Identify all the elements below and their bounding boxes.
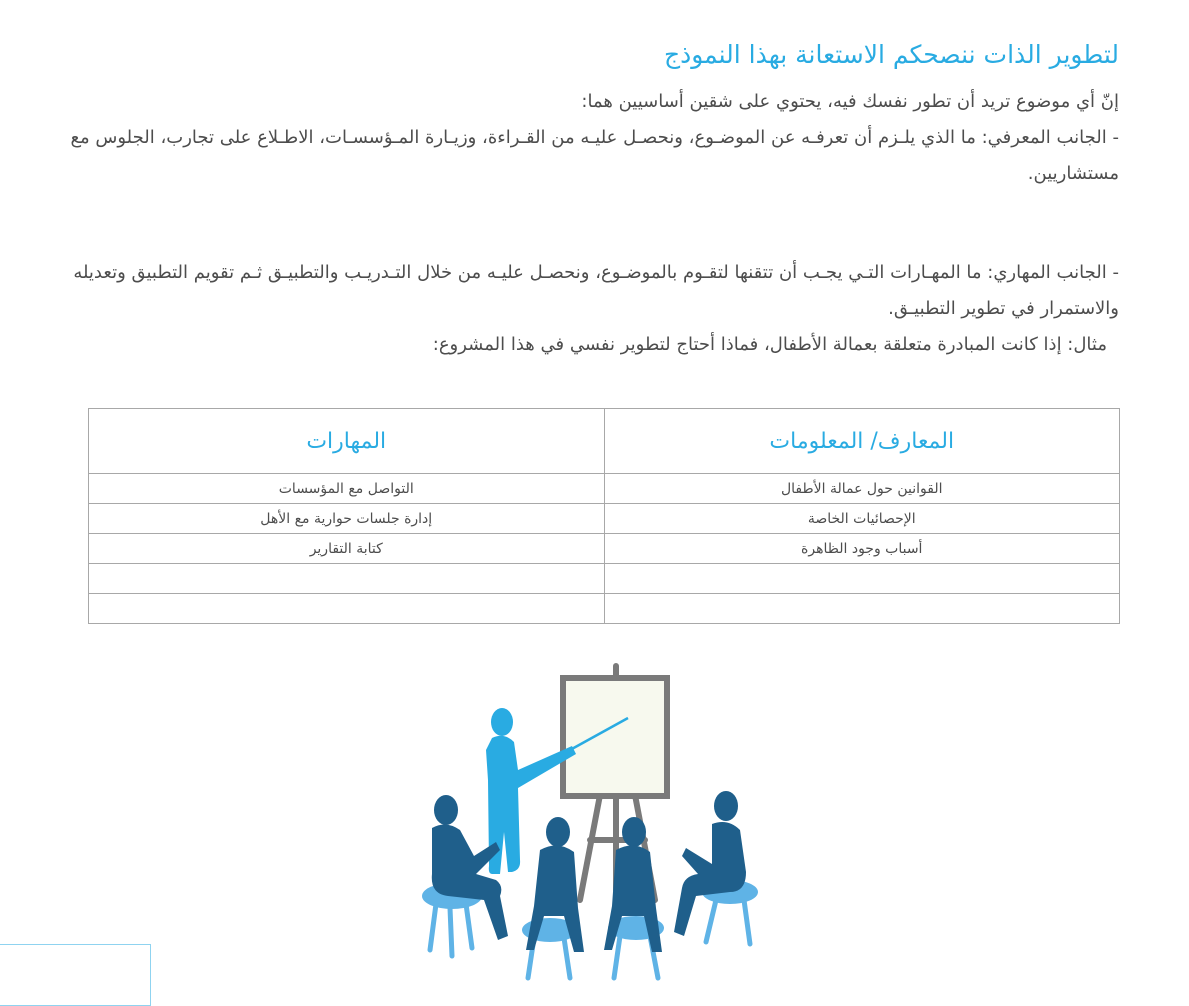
page-title: لتطوير الذات ننصحكم الاستعانة بهذا النموذج xyxy=(663,40,1119,69)
header-knowledge: المعارف/ المعلومات xyxy=(604,409,1120,474)
presenter-teaching-group-icon xyxy=(400,660,770,987)
table-row xyxy=(89,474,1120,504)
skills-paragraph: - الجانب المهاري: ما المهـارات التـي يجـب أن تتقنها لتقـوم بالموضـوع، ونحصـل عليـه من خلال التـدريـب والتطبيـق ثـم تقويم التطبيق وتعديله والاستمرار في تطوير التطبيـق. xyxy=(73,262,1119,319)
cell-knowledge xyxy=(604,564,1120,594)
board-icon xyxy=(563,678,667,796)
cell-skills xyxy=(89,564,605,594)
cell-skills: التواصل مع المؤسسات xyxy=(89,474,605,504)
decorative-corner-frame xyxy=(0,944,151,1006)
cell-skills xyxy=(89,594,605,624)
header-skills: المهارات xyxy=(89,409,605,474)
table-row xyxy=(89,534,1120,564)
cell-knowledge: أسباب وجود الظاهرة xyxy=(604,534,1120,564)
table-row xyxy=(89,564,1120,594)
cell-knowledge: القوانين حول عمالة الأطفال xyxy=(604,474,1120,504)
development-table xyxy=(88,408,1120,624)
example-text: مثال: إذا كانت المبادرة متعلقة بعمالة الأطفال، فماذا أحتاج لتطوير نفسي في هذا المشروع: xyxy=(432,334,1107,355)
table-row xyxy=(89,504,1120,534)
table-header-row xyxy=(89,409,1120,474)
table-row xyxy=(89,594,1120,624)
cell-skills: كتابة التقارير xyxy=(89,534,605,564)
knowledge-paragraph: - الجانب المعرفي: ما الذي يلـزم أن تعرفـه عن الموضـوع، ونحصـل عليـه من القـراءة، وزيـارة المـؤسسـات، الاطـلاع على تجارب، الجلوس مع مستشاريين. xyxy=(70,127,1119,184)
cell-knowledge: الإحصائيات الخاصة xyxy=(604,504,1120,534)
intro-text: إنّ أي موضوع تريد أن تطور نفسك فيه، يحتوي على شقين أساسيين هما: xyxy=(581,91,1119,112)
audience-icon xyxy=(432,791,746,952)
cell-skills: إدارة جلسات حوارية مع الأهل xyxy=(89,504,605,534)
cell-knowledge xyxy=(604,594,1120,624)
